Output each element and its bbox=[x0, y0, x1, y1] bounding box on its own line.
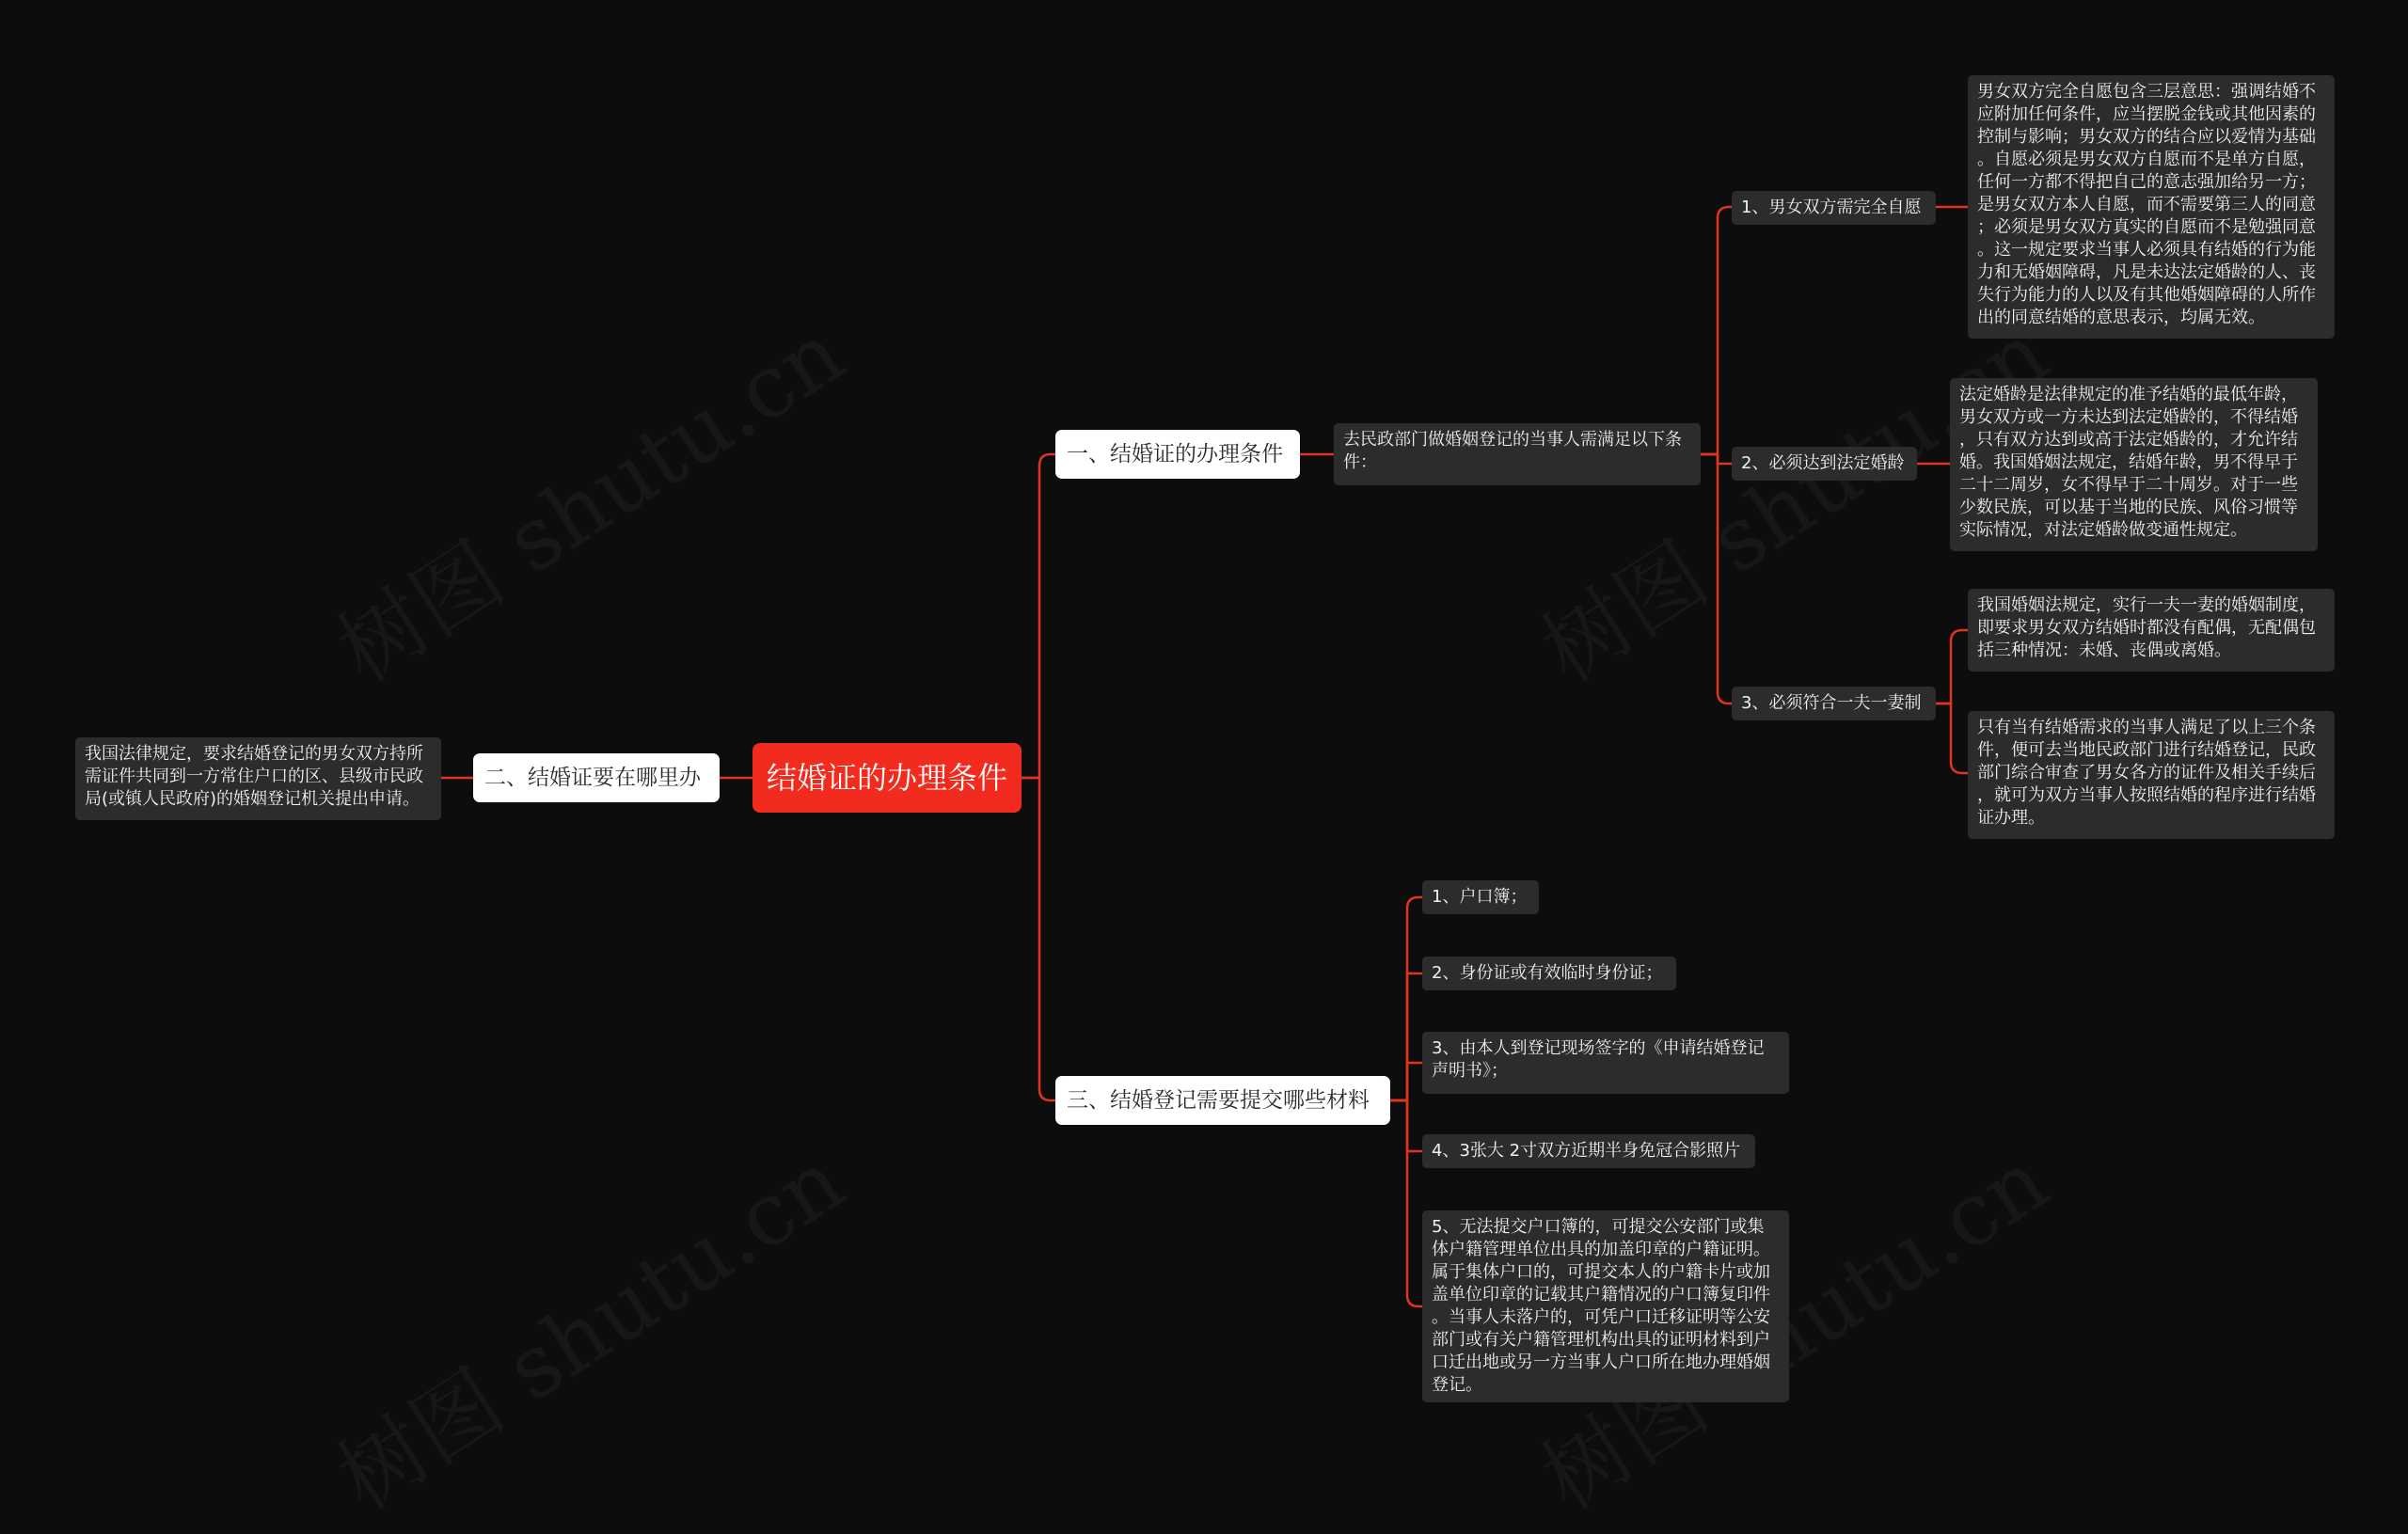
branch-required-materials[interactable]: 三、结婚登记需要提交哪些材料 bbox=[1055, 1076, 1390, 1125]
root-topic[interactable]: 结婚证的办理条件 bbox=[752, 743, 1022, 813]
branch-conditions[interactable]: 一、结婚证的办理条件 bbox=[1055, 430, 1300, 479]
condition-monogamy[interactable]: 3、必须符合一夫一妻制 bbox=[1732, 687, 1936, 720]
branch2-detail[interactable]: 我国法律规定，要求结婚登记的男女双方持所 需证件共同到一方常住户口的区、县级市民政 局(或镇人民政府)的婚姻登记机关提出申请。 bbox=[75, 737, 441, 820]
connector-item3-detail2 bbox=[1936, 704, 1968, 773]
material-photos[interactable]: 4、3张大 2寸双方近期半身免冠合影照片 bbox=[1422, 1134, 1755, 1168]
connector-item3-detail1 bbox=[1936, 630, 1968, 704]
condition-legal-age[interactable]: 2、必须达到法定婚龄 bbox=[1732, 447, 1917, 481]
connector-intro-item3 bbox=[1701, 454, 1732, 704]
connector-intro-item1 bbox=[1701, 207, 1732, 454]
connector-root-branch1 bbox=[1022, 454, 1055, 778]
branch1-intro[interactable]: 去民政部门做婚姻登记的当事人需满足以下条 件： bbox=[1334, 423, 1701, 485]
condition-monogamy-summary[interactable]: 只有当有结婚需求的当事人满足了以上三个条 件，便可去当地民政部门进行结婚登记，民政 部门综合审查了男女各方的证件及相关手续后 ，就可为双方当事人按照结婚的程序进行结婚 证办理。 bbox=[1968, 711, 2335, 839]
condition-legal-age-detail[interactable]: 法定婚龄是法律规定的准予结婚的最低年龄， 男女双方或一方未达到法定婚龄的，不得结婚 ，只有双方达到或高于法定婚龄的，才允许结 婚。我国婚姻法规定，结婚年龄，男不得早于 二十二周岁，女不得早于二十周岁。对于一些 少数民族，可以基于当地的民族、风俗习惯等 实际情况，对法定婚龄做变通性规定。 bbox=[1950, 378, 2318, 551]
connector-branch3-mat3 bbox=[1390, 1063, 1422, 1100]
material-declaration[interactable]: 3、由本人到登记现场签字的《申请结婚登记 声明书》； bbox=[1422, 1032, 1789, 1094]
condition-monogamy-detail[interactable]: 我国婚姻法规定，实行一夫一妻的婚姻制度， 即要求男女双方结婚时都没有配偶，无配偶包 括三种情况：未婚、丧偶或离婚。 bbox=[1968, 589, 2335, 672]
material-household-register[interactable]: 1、户口簿； bbox=[1422, 880, 1539, 914]
connector-root-branch3 bbox=[1022, 778, 1055, 1100]
condition-mutual-consent-detail[interactable]: 男女双方完全自愿包含三层意思：强调结婚不 应附加任何条件，应当摆脱金钱或其他因素的 控制与影响；男女双方的结合应以爱情为基础 。自愿必须是男女双方自愿而不是单方自愿， 任何一方都不得把自己的意志强加给另一方； 是男女双方本人自愿，而不需要第三人的同意 ；必须是男女双方真实的自愿而不是勉强同意 。这一规定要求当事人必须具有结婚的行为能 力和无婚姻障碍，凡是未达法定婚龄的人、丧 失行为能力的人以及有其他婚姻障碍的人所作 出的同意结婚的意思表示，均属无效。 bbox=[1968, 75, 2335, 339]
material-alternative-proof[interactable]: 5、无法提交户口簿的，可提交公安部门或集 体户籍管理单位出具的加盖印章的户籍证明。 属于集体户口的，可提交本人的户籍卡片或加 盖单位印章的记载其户籍情况的户口簿复印件 。当事人未落户的，可凭户口迁移证明等公安 部门或有关户籍管理机构出具的证明材料到户 口迁出地或另一方当事人户口所在地办理婚姻 登记。 bbox=[1422, 1210, 1789, 1402]
material-id-card[interactable]: 2、身份证或有效临时身份证； bbox=[1422, 957, 1676, 990]
connector-intro-item2 bbox=[1701, 454, 1732, 464]
condition-mutual-consent[interactable]: 1、男女双方需完全自愿 bbox=[1732, 191, 1936, 225]
connector-branch3-mat5 bbox=[1390, 1100, 1422, 1306]
branch-where-to-apply[interactable]: 二、结婚证要在哪里办 bbox=[473, 753, 720, 802]
